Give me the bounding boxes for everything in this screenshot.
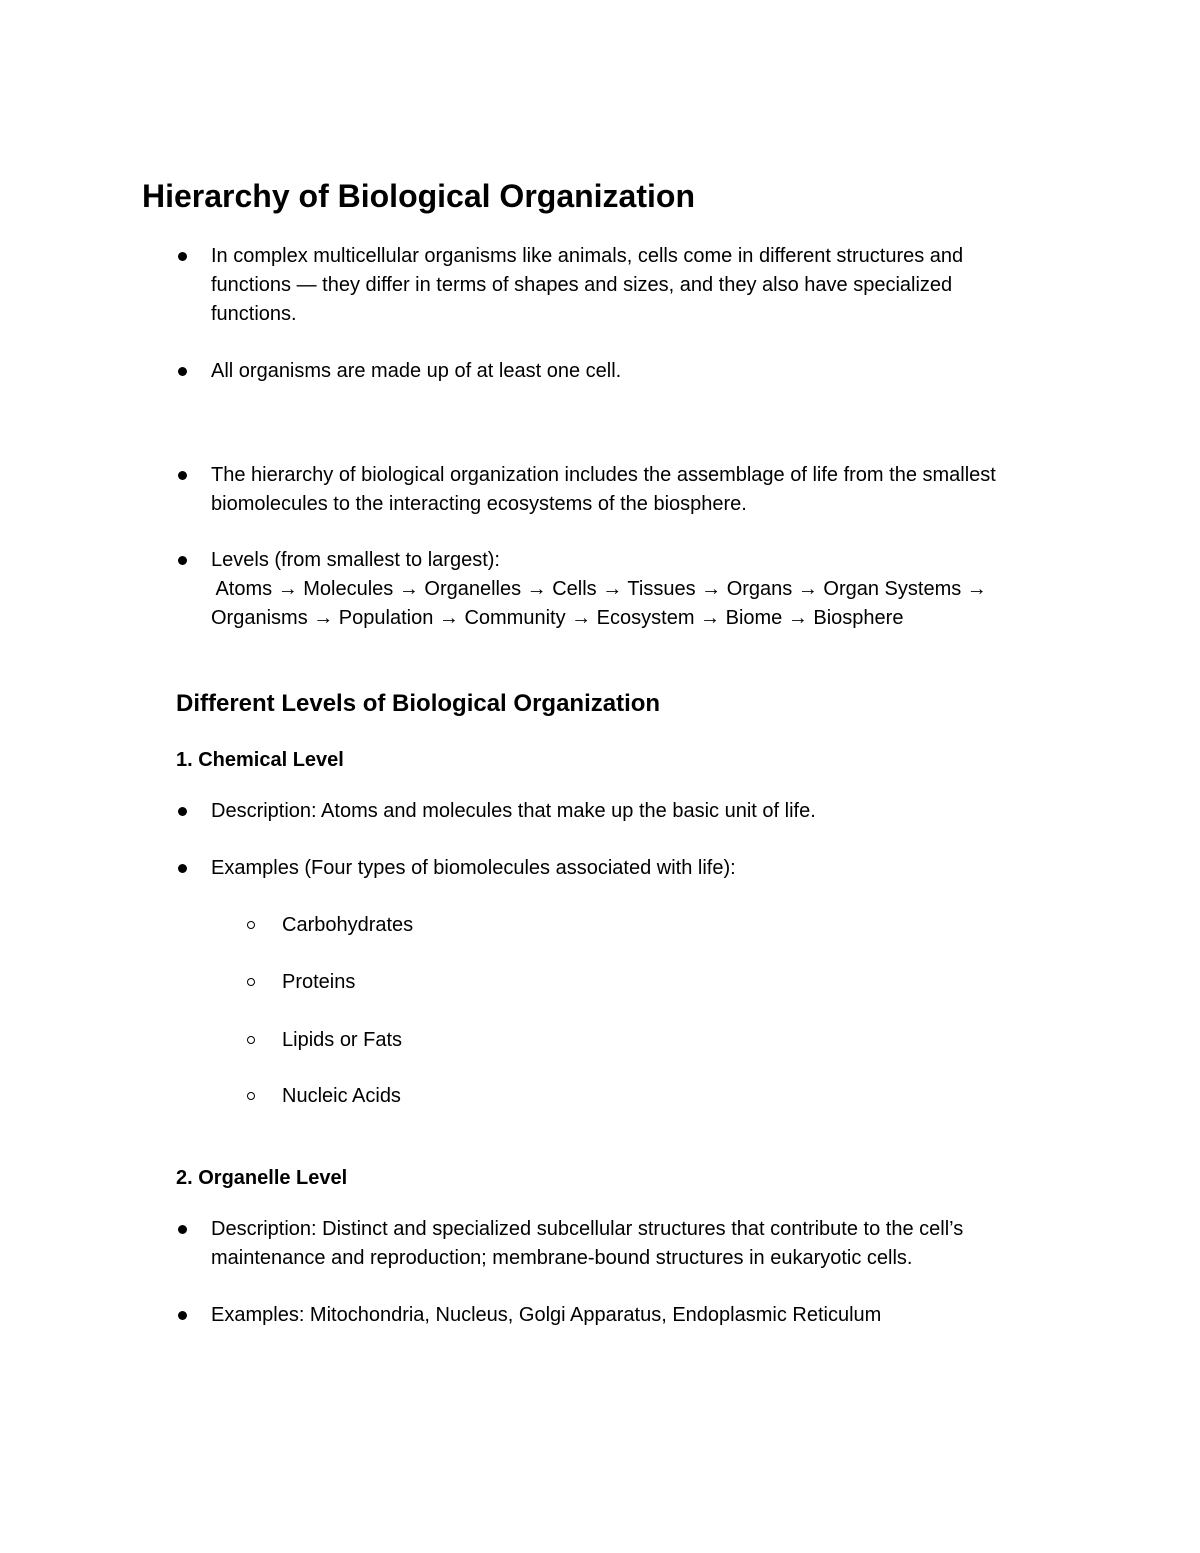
sub-list-item xyxy=(282,1082,1142,1111)
chemical-level-heading: 1. Chemical Level xyxy=(176,749,344,771)
list-item-text: biomolecules to the interacting ecosystems of the biosphere. xyxy=(211,493,747,515)
list-item-text: maintenance and reproduction; membrane-bound structures in eukaryotic cells. xyxy=(211,1247,913,1269)
list-item-text: functions — they differ in terms of shapes and sizes, and they also have specialized xyxy=(211,274,953,296)
hollow-bullet-icon xyxy=(247,978,255,986)
hollow-bullet-icon xyxy=(247,1092,255,1100)
list-item-text: Description: Distinct and specialized subcellular structures that contribute to the cell’s xyxy=(211,1218,964,1240)
list-item-text: In complex multicellular organisms like animals, cells come in different structures and xyxy=(211,245,964,267)
levels-sequence-text: Atoms → Molecules → Organelles → Cells → Tissues → Organs → Organ Systems → xyxy=(211,578,987,600)
bullet-icon xyxy=(178,1225,187,1234)
hollow-bullet-icon xyxy=(247,1036,255,1044)
list-item xyxy=(211,1301,1071,1330)
list-item xyxy=(211,1215,1071,1273)
bullet-icon xyxy=(178,471,187,480)
bullet-icon xyxy=(178,1311,187,1320)
list-item xyxy=(211,461,1071,519)
sub-list-item xyxy=(282,911,1142,940)
list-item-text: Nucleic Acids xyxy=(282,1085,401,1107)
list-item-text: Proteins xyxy=(282,971,356,993)
list-item-text: functions. xyxy=(211,303,297,325)
list-item xyxy=(211,797,1071,826)
section-title: Different Levels of Biological Organization xyxy=(176,690,661,717)
bullet-icon xyxy=(178,556,187,565)
hollow-bullet-icon xyxy=(247,921,255,929)
list-item xyxy=(211,854,1071,883)
list-item-text: Levels (from smallest to largest): xyxy=(211,549,500,571)
page-title: Hierarchy of Biological Organization xyxy=(142,178,695,214)
sub-list-item xyxy=(282,1026,1142,1055)
bullet-icon xyxy=(178,367,187,376)
organelle-level-heading: 2. Organelle Level xyxy=(176,1167,348,1189)
list-item xyxy=(211,546,1071,633)
list-item-text: Examples: Mitochondria, Nucleus, Golgi Apparatus, Endoplasmic Reticulum xyxy=(211,1304,882,1326)
list-item-text: Description: Atoms and molecules that make up the basic unit of life. xyxy=(211,800,816,822)
bullet-icon xyxy=(178,864,187,873)
list-item-text: Lipids or Fats xyxy=(282,1029,403,1051)
list-item-text: All organisms are made up of at least one cell. xyxy=(211,360,622,382)
levels-sequence-text: Organisms → Population → Community → Ecosystem → Biome → Biosphere xyxy=(211,607,904,629)
list-item xyxy=(211,357,1071,386)
list-item-text: The hierarchy of biological organization includes the assemblage of life from the smallest xyxy=(211,464,996,486)
list-item xyxy=(211,242,1071,329)
list-item-text: Examples (Four types of biomolecules associated with life): xyxy=(211,857,736,879)
sub-list-item xyxy=(282,968,1142,997)
bullet-icon xyxy=(178,807,187,816)
list-item-text: Carbohydrates xyxy=(282,914,414,936)
bullet-icon xyxy=(178,252,187,261)
